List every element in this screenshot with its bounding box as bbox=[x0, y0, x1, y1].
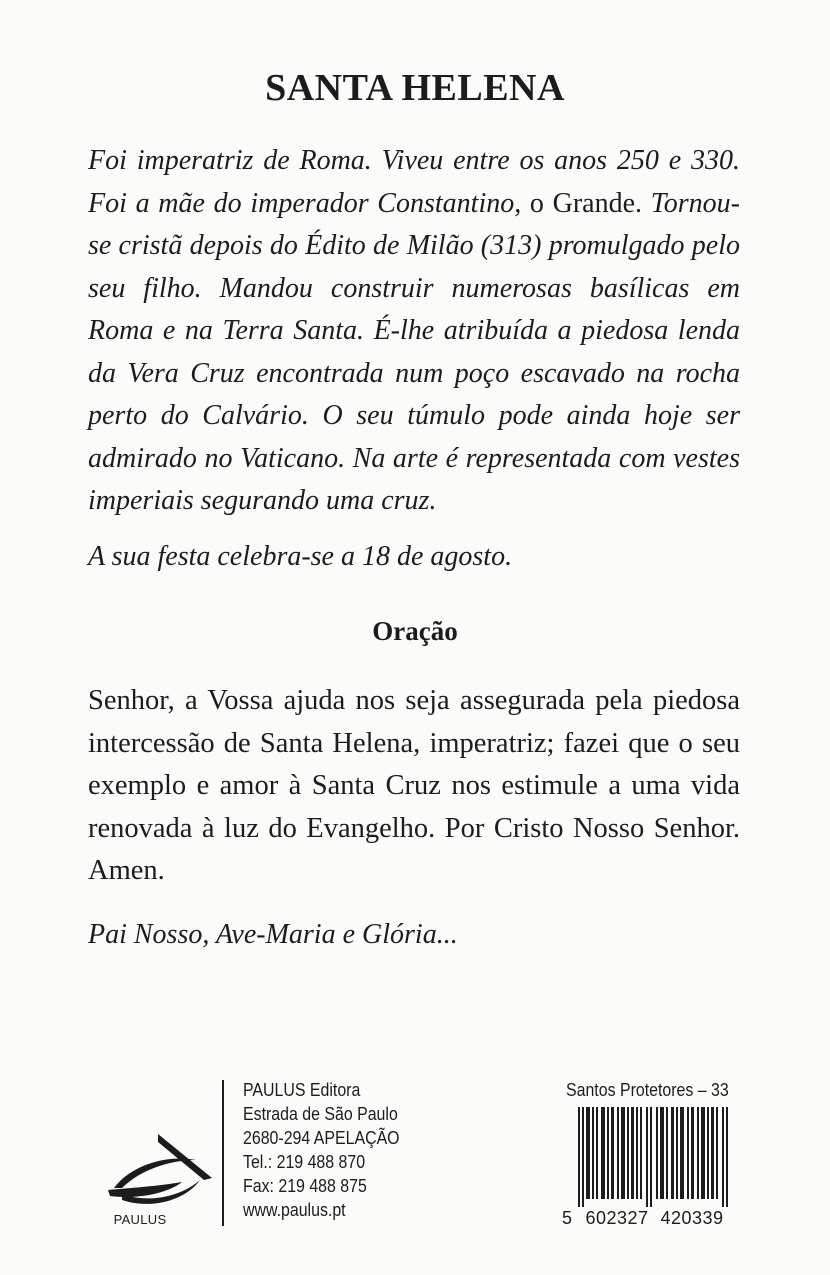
prayer-heading: Oração bbox=[372, 616, 458, 646]
barcode-first-digit: 5 bbox=[562, 1208, 573, 1228]
logo-text: PAULUS bbox=[113, 1212, 167, 1227]
publisher-address-line-2: 2680-294 APELAÇÃO bbox=[243, 1127, 400, 1148]
publisher-info bbox=[243, 1078, 400, 1222]
divider bbox=[222, 1080, 224, 1226]
publisher-logo bbox=[100, 1130, 220, 1230]
prayer-text: Senhor, a Vossa ajuda nos seja assegurada pela piedosa intercessão de Santa Helena, imperatriz; fazei que o seu exemplo e amor à Santa Cruz nos estimule a uma vida renovada à luz do Evangelho. Por Cristo Nosso Senhor. Amen. bbox=[88, 685, 740, 886]
publisher-fax: Fax: 219 488 875 bbox=[243, 1175, 367, 1196]
publisher-address-line-1: Estrada de São Paulo bbox=[243, 1103, 398, 1124]
biography-text-3: Tornou-se cristã depois do Édito de Milão (313) promulgado pelo seu filho. Mandou construir numerosas basílicas em Roma e na Terra Santa. É-lhe atribuída a piedosa lenda da Vera Cruz encontrada num poço escavado na rocha perto do Calvário. O seu túmulo pode ainda hoje ser admirado no Vaticano. Na arte é representada com vestes imperiais segurando uma cruz. bbox=[88, 187, 740, 516]
feast-day: A sua festa celebra-se a 18 de agosto. bbox=[88, 541, 513, 572]
barcode-icon bbox=[562, 1107, 738, 1207]
saint-biography bbox=[88, 140, 740, 523]
closing-prayers: Pai Nosso, Ave-Maria e Glória... bbox=[88, 919, 458, 950]
biography-text-2: o Grande. bbox=[521, 187, 643, 219]
barcode-group-2: 420339 bbox=[660, 1208, 724, 1228]
page-title: SANTA HELENA bbox=[265, 67, 565, 109]
barcode-number bbox=[562, 1208, 738, 1229]
series-label: Santos Protetores – 33 bbox=[566, 1079, 729, 1100]
biography-text-1: Foi imperatriz de Roma. Viveu entre os anos 250 e 330. Foi a mãe do imperador Constantino, bbox=[88, 145, 740, 219]
publisher-website[interactable]: www.paulus.pt bbox=[243, 1199, 346, 1220]
publisher-phone: Tel.: 219 488 870 bbox=[243, 1151, 366, 1172]
barcode-group-1: 602327 bbox=[585, 1208, 649, 1228]
publisher-name: PAULUS Editora bbox=[243, 1079, 361, 1100]
paulus-logo-icon bbox=[100, 1130, 220, 1212]
